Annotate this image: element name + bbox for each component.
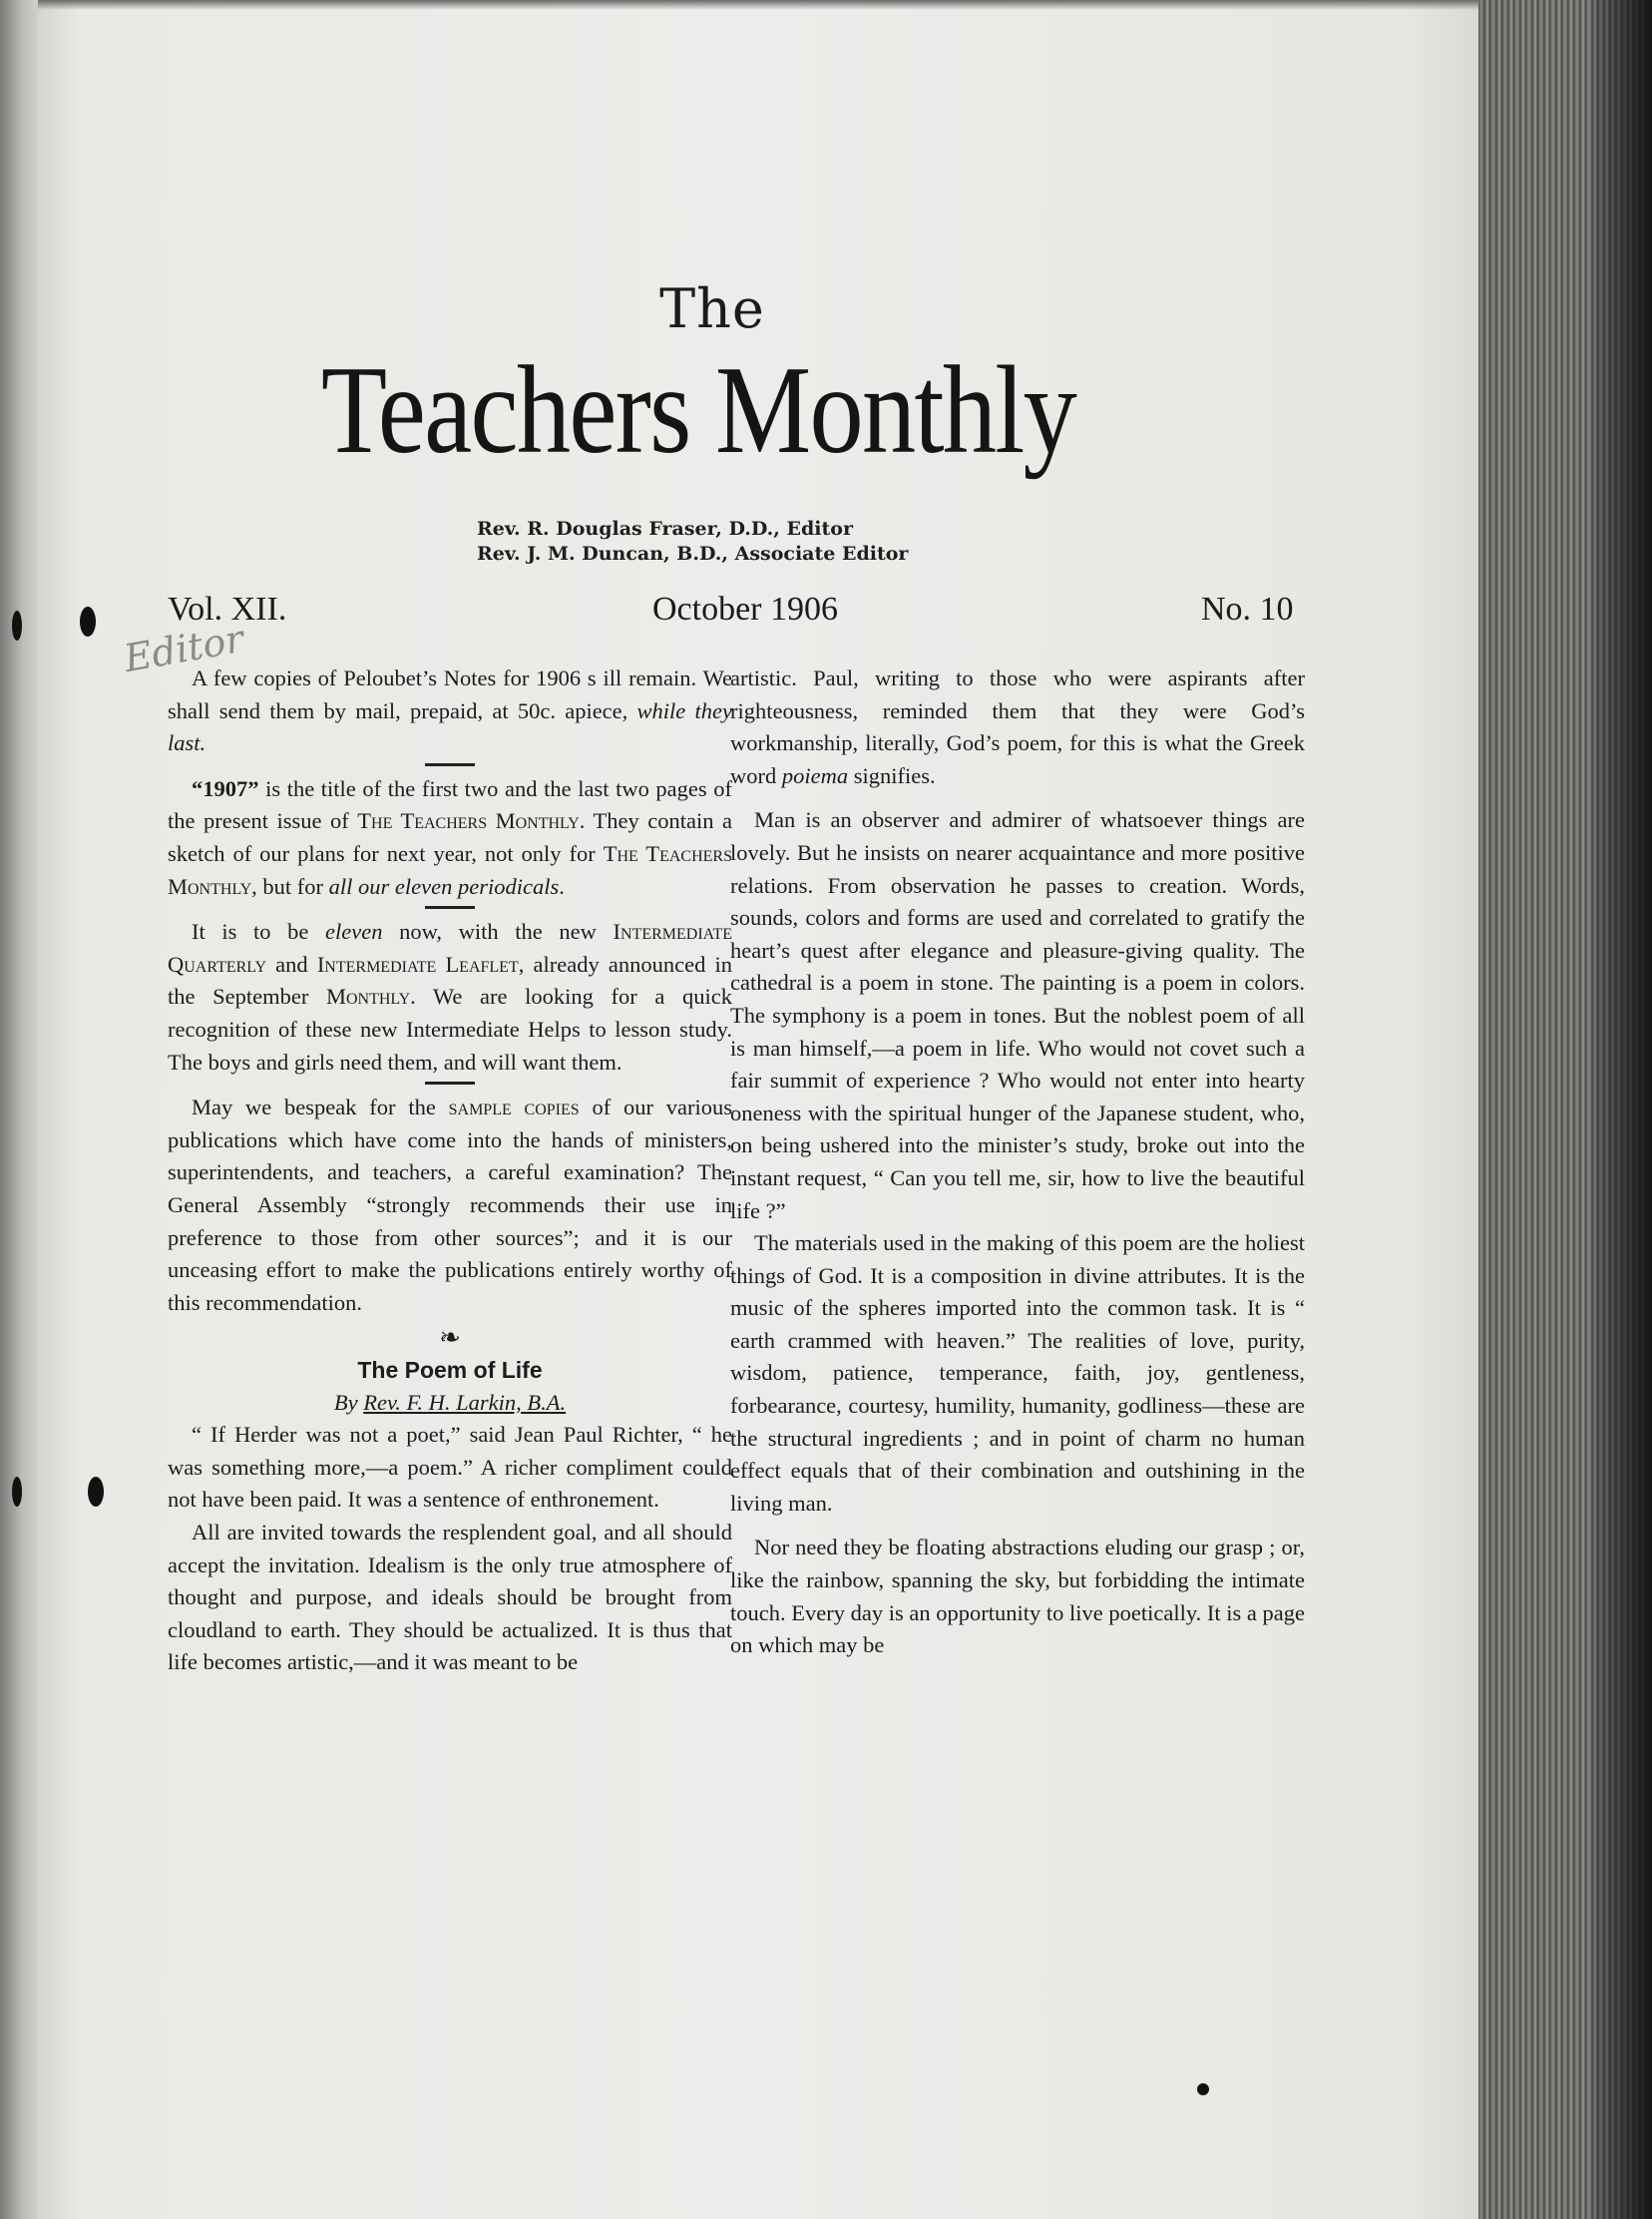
book-binding-edge xyxy=(0,0,38,2219)
masthead-title: Teachers Monthly xyxy=(320,341,1076,480)
divider xyxy=(425,1082,475,1085)
issue-date: October 1906 xyxy=(652,591,839,628)
binding-hole xyxy=(80,607,96,637)
binding-hole xyxy=(12,611,22,641)
editor-line: Rev. R. Douglas Fraser, D.D., Editor xyxy=(477,518,853,540)
article-paragraph: The materials used in the making of this poem are the holiest things of God. It is a composition in divine attributes. It is the music of the spheres imported into the common task. It is “ earth crammed with heaven.” The realities of love, purity, wisdom, patience, temperance, faith, joy, gentleness, forbearance, courtesy, humility, humanity, godliness—these are the structural ingredients ; and in point of charm no human effect equals that of their combination and outshining in the living man. xyxy=(730,1230,1305,1516)
note-eleven: It is to be eleven now, with the new Intermediate Quarterly and Intermediate Leaflet, already announced in the September Monthly. We are looking for a quick recognition of these new Intermediate Helps to lesson study. The boys and girls need them, and will want them. xyxy=(168,919,732,1075)
article-paragraph: All are invited towards the resplendent goal, and all should accept the invitation. Idealism is the only true atmosphere of thought and purpose, and ideals should be brought from cloudland to earth. They should be actualized. It is thus that life becomes artistic,—and it was meant to be xyxy=(168,1520,732,1675)
masthead-the: The xyxy=(659,277,765,340)
article-paragraph: Nor need they be floating abstractions eluding our grasp ; or, like the rainbow, spanning the sky, but forbidding the intimate touch. Every day is an opportunity to live poetically. It is a page on which may be xyxy=(730,1535,1305,1658)
note-sample-copies: May we bespeak for the sample copies of our various publications which have come into the hands of ministers, superintendents, and teachers, a careful examination? The General Assembly “strongly recommends their use in preference to those from other sources”; and it is our unceasing effort to make the publications entirely worthy of this recommendation. xyxy=(168,1095,732,1315)
editor-credits xyxy=(477,517,908,567)
article-paragraph: artistic. Paul, writing to those who were aspirants after righteousness, reminded them that they were God’s workmanship, literally, God’s poem, for this is what the Greek word poiema signifies. xyxy=(730,666,1305,788)
left-column xyxy=(168,663,732,1679)
volume-label: Vol. XII. xyxy=(168,591,287,628)
divider xyxy=(425,906,475,909)
article-title: The Poem of Life xyxy=(357,1357,543,1384)
fleuron-ornament-icon: ❧ xyxy=(439,1323,461,1353)
associate-editor-line: Rev. J. M. Duncan, B.D., Associate Editor xyxy=(477,543,909,565)
handwritten-annotation: Editor xyxy=(121,616,247,681)
scanned-page xyxy=(38,0,1478,2219)
note-1907: “1907” is the title of the first two and the last two pages of the present issue of The Teachers Monthly. They contain a sketch of our plans for next year, not only for The Teachers Monthly, but for all our eleven periodicals. xyxy=(168,775,732,899)
note-peloubet: A few copies of Peloubet’s Notes for 1906 s ill remain. We shall send them by mail, prepaid, at 50c. apiece, while they last. xyxy=(168,666,732,756)
right-column xyxy=(730,663,1305,1662)
issue-number: No. 10 xyxy=(1201,591,1294,628)
article-byline: By Rev. F. H. Larkin, B.A. xyxy=(333,1390,567,1416)
page-top-shadow xyxy=(38,0,1478,10)
binding-hole xyxy=(12,1477,22,1507)
article-paragraph: “ If Herder was not a poet,” said Jean Paul Richter, “ he was something more,—a poem.” A richer compliment could not have been paid. It was a sentence of enthronement. xyxy=(168,1422,732,1513)
article-paragraph: Man is an observer and admirer of whatsoever things are lovely. But he insists on nearer acquaintance and more positive relations. From observation he passes to creation. Words, sounds, colors and forms are used and correlated to gratify the heart’s quest after elegance and pleasure-giving quality. The cathedral is a poem in stone. The painting is a poem in colors. The symphony is a poem in tones. But the noblest poem of all is man himself,—a poem in life. Who would not covet such a fair summit of experience ? Who would not enter into hearty oneness with the spiritual hunger of the Japanese student, who, on being ushered into the minister’s study, broke out into the instant request, “ Can you tell me, sir, how to live the beautiful life ?” xyxy=(730,807,1305,1223)
ink-speck xyxy=(1197,2083,1209,2095)
binding-hole xyxy=(88,1477,104,1507)
book-page-edges xyxy=(1478,0,1652,2219)
divider xyxy=(425,763,475,766)
